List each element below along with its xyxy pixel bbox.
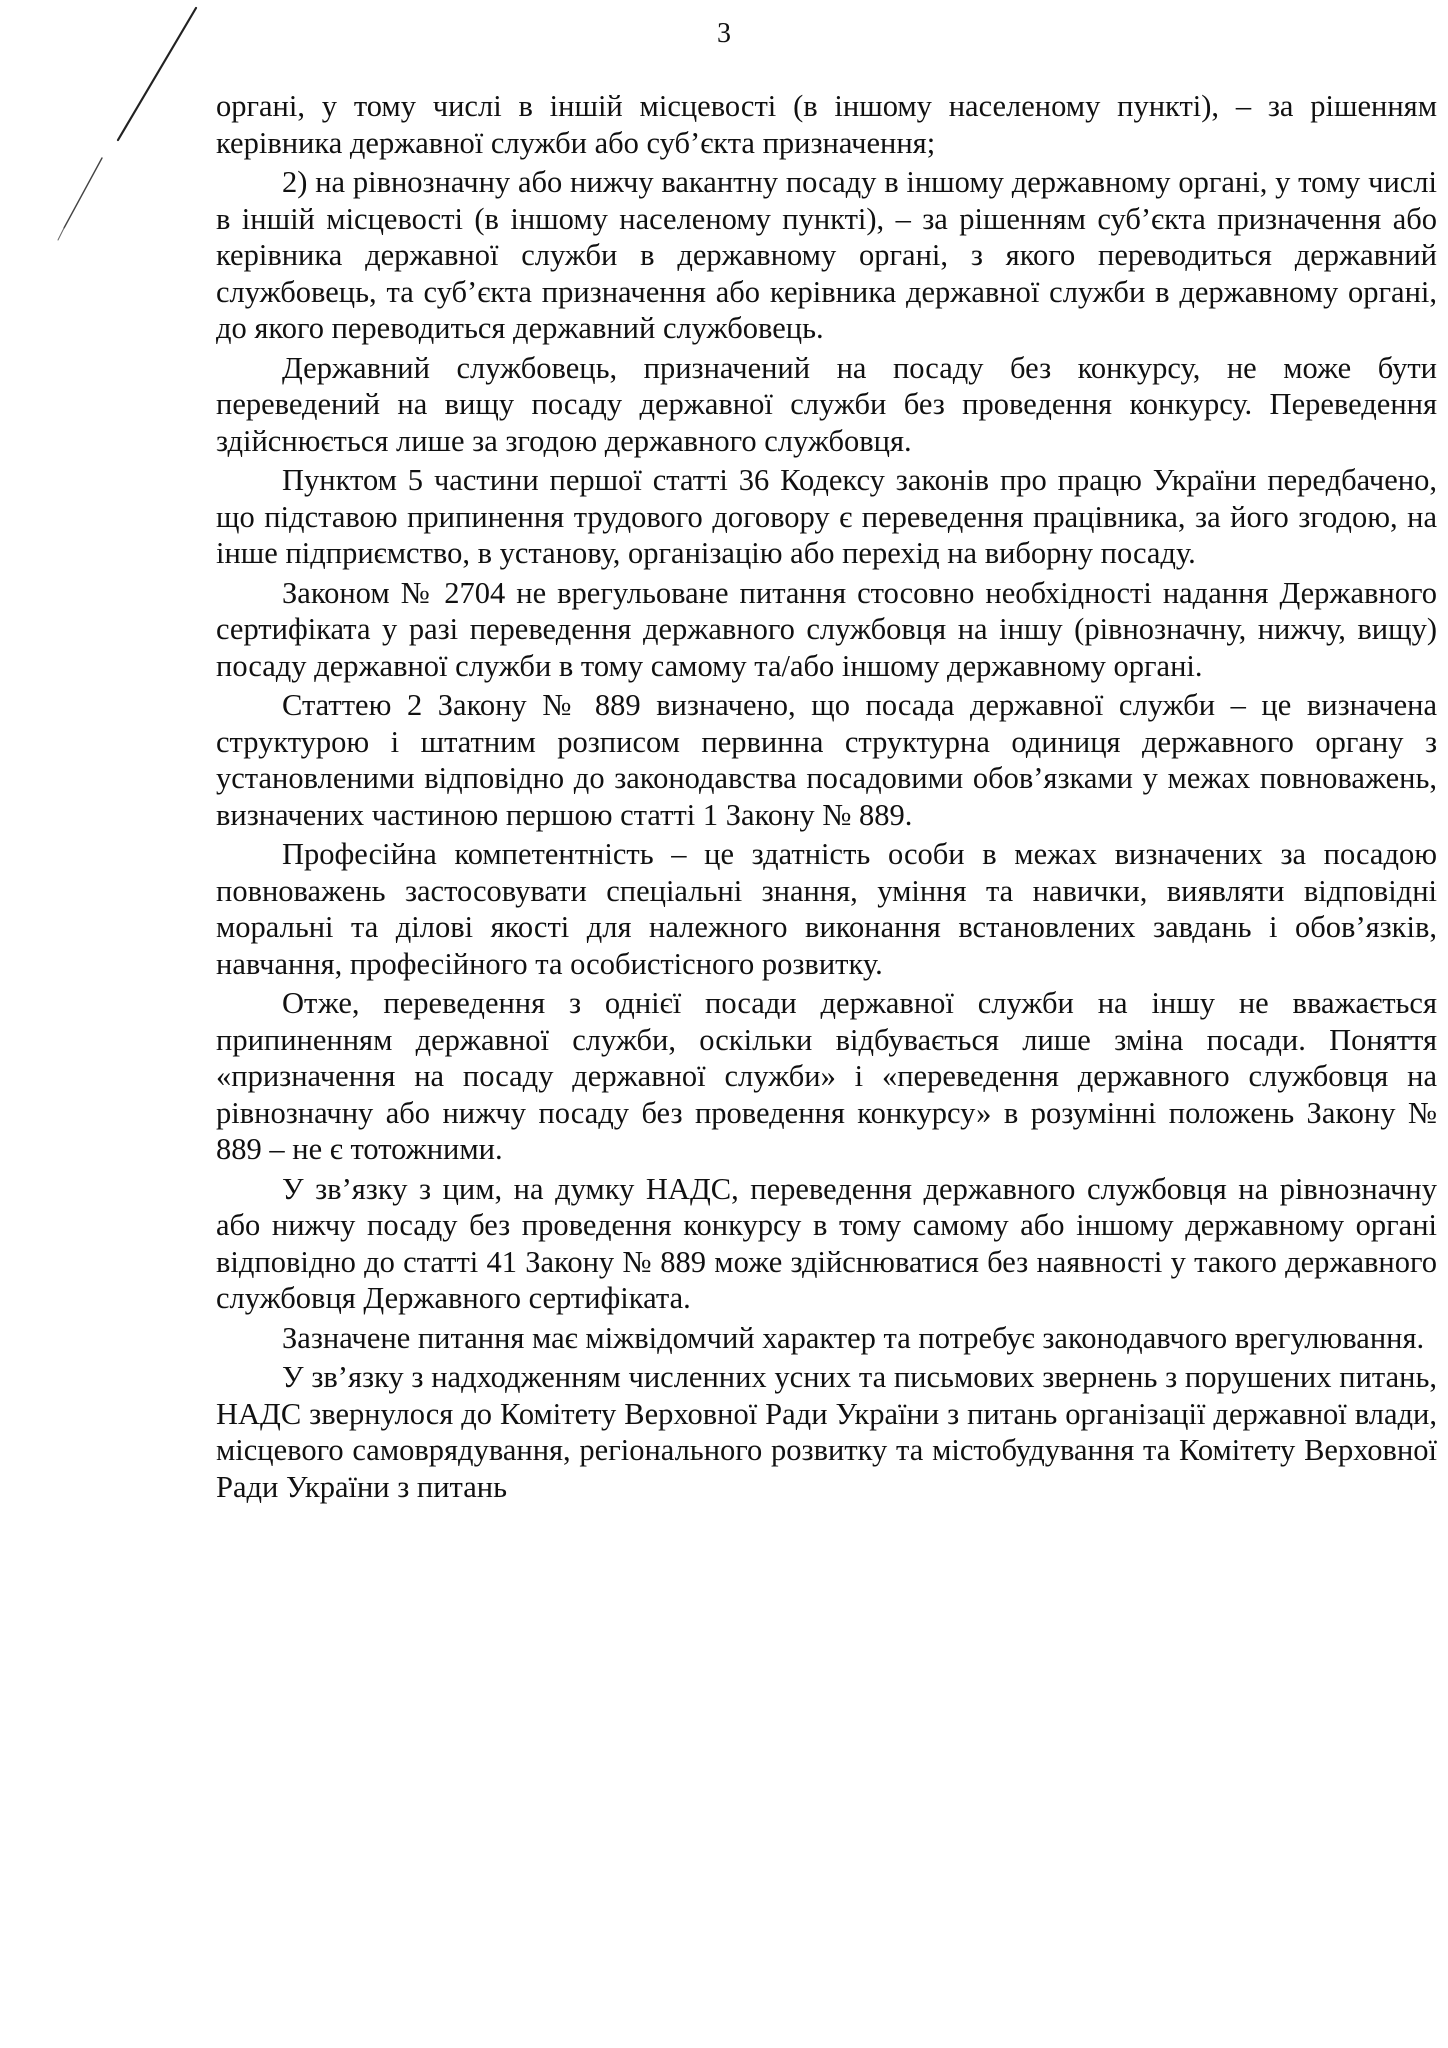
paragraph-regulation-needed: Зазначене питання має міжвідомчий характер та потребує законодавчого врегулювання. <box>282 1320 1425 1355</box>
paragraph-labor-code: Пунктом 5 частини першої статті 36 Кодексу законів про працю України передбачено, що підставою припинення трудового договору є переведення працівника, за його згодою, на інше підприємство, в установу, організацію або перехід на виборну посаду. <box>216 463 1437 570</box>
paragraph-continuation: органі, у тому числі в іншій місцевості (в іншому населеному пункті), – за рішенням керівника державної служби або суб’єкта призначення; <box>216 89 1437 160</box>
paragraph-item-2: 2) на рівнозначну або нижчу вакантну посаду в іншому державному органі, у тому числі в іншій місцевості (в іншому населеному пункті), – за рішенням суб’єкта призначення або керівника державної служби в державному органі, з якого переводиться державний службовець, та суб’єкта призначення або керівника державної служби в державному органі, до якого переводиться державний службовець. <box>216 165 1437 345</box>
page-number: 3 <box>717 18 731 49</box>
paragraph-competence: Професійна компетентність – це здатність особи в межах визначених за посадою повноважень застосовувати спеціальні знання, уміння та навички, виявляти відповідні моральні та ділові якості для належного виконання встановлених завдань і обов’язків, навчання, професійного та особистісного розвитку. <box>216 837 1437 981</box>
paragraph-conclusion: Отже, переведення з однієї посади державної служби на іншу не вважається припиненням державної служби, оскільки відбувається лише зміна посади. Поняття «призначення на посаду державної служби» і «переведення державного службовця на рівнозначну або нижчу посаду без проведення конкурсу» в розумінні положень Закону № 889 – не є тотожними. <box>216 986 1437 1166</box>
paragraph-article-2: Статтею 2 Закону № 889 визначено, що посада державної служби – це визначена структурою і штатним розписом первинна структурна одиниця державного органу з установленими відповідно до законодавства посадовими обов’язками у межах повноважень, визначених частиною першою статті 1 Закону № 889. <box>216 688 1437 832</box>
paragraph-committee-appeal: У зв’язку з надходженням численних усних та письмових звернень з порушених питань, НАДС звернулося до Комітету Верховної Ради України з питань організації державної влади, місцевого самоврядування, регіонального розвитку та містобудування та Комітету Верховної Ради України з питань <box>216 1360 1437 1504</box>
paragraph-transfer-without-competition: Державний службовець, призначений на посаду без конкурсу, не може бути переведений на вищу посаду державної служби без проведення конкурсу. Переведення здійснюється лише за згодою державного службовця. <box>216 350 1437 458</box>
paragraph-nads-opinion: У зв’язку з цим, на думку НАДС, переведення державного службовця на рівнозначну або нижчу посаду без проведення конкурсу в тому самому або іншому державному органі відповідно до статті 41 Закону № 889 може здійснюватися без наявності у такого державного службовця Державного сертифіката. <box>216 1171 1437 1315</box>
paragraph-law-2704: Законом № 2704 не врегульоване питання стосовно необхідності надання Державного сертифіката у разі переведення державного службовця на іншу (рівнозначну, нижчу, вищу) посаду державної служби в тому самому та/або іншому державному органі. <box>216 575 1437 683</box>
document-body <box>216 88 1437 1508</box>
